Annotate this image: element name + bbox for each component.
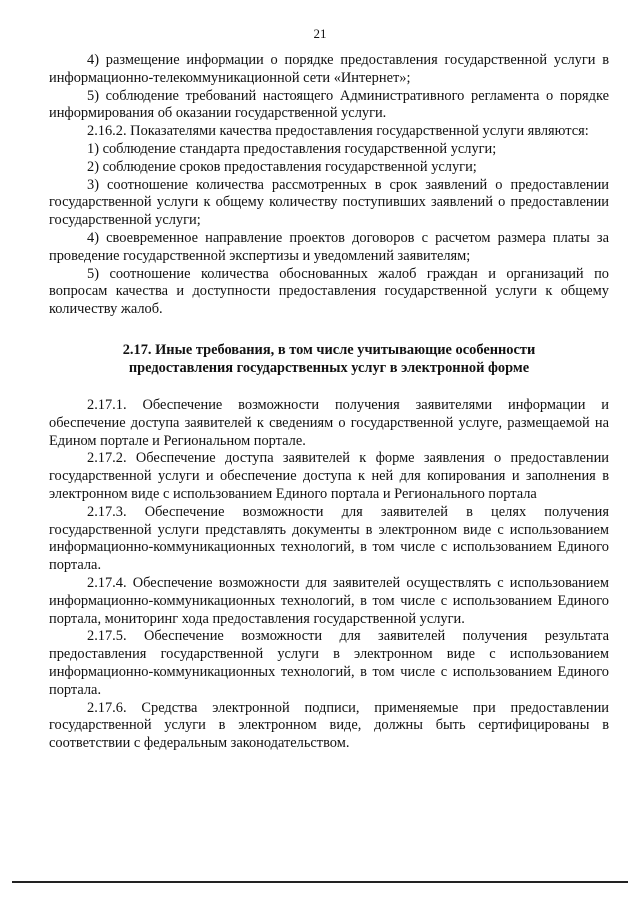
document-body <box>49 52 609 753</box>
page-bottom-rule <box>12 881 628 883</box>
section-heading-line-1: 2.17. Иные требования, в том числе учитывающие особенности <box>122 341 536 358</box>
paragraph-2-17-6: 2.17.6. Средства электронной подписи, применяемые при предоставлении государственной услуги в электронном виде, должны быть сертифицированы в соответствии с федеральным законодательством. <box>49 699 609 752</box>
paragraph-item-4-internet: 4) размещение информации о порядке предоставления государственной услуги в информационно-телекоммуникационной сети «Интернет»; <box>49 52 609 86</box>
paragraph-2-17-5: 2.17.5. Обеспечение возможности для заявителей получения результата предоставления государственной услуги в электронном виде с использованием информационно-коммуникационных технологий, в том числе с использованием Единого портала. <box>49 628 609 698</box>
section-heading-2-17 <box>49 341 609 377</box>
paragraph-item-5-regulation: 5) соблюдение требований настоящего Административного регламента о порядке информирования об оказании государственной услуги. <box>49 87 609 122</box>
section-heading-line-2: предоставления государственных услуг в электронной форме <box>128 359 530 376</box>
quality-indicator-2: 2) соблюдение сроков предоставления государственной услуги; <box>87 158 477 175</box>
paragraph-2-17-4: 2.17.4. Обеспечение возможности для заявителей осуществлять с использованием информационно-коммуникационных технологий, в том числе с использованием Единого портала, мониторинг хода предоставления государственной услуги. <box>49 574 609 627</box>
quality-indicator-5: 5) соотношение количества обоснованных жалоб граждан и организаций по вопросам качества и доступности предоставления государственной услуги к общему количеству жалоб. <box>49 265 609 318</box>
quality-indicator-3: 3) соотношение количества рассмотренных в срок заявлений о предоставлении государственной услуги к общему количеству поступивших заявлений о предоставлении государственной услуги; <box>49 176 609 229</box>
paragraph-2-17-1: 2.17.1. Обеспечение возможности получения заявителями информации и обеспечение доступа заявителей к сведениям о государственной услуге, размещаемой на Едином портале и Региональном портале. <box>49 396 609 449</box>
quality-indicator-1: 1) соблюдение стандарта предоставления государственной услуги; <box>87 140 497 157</box>
quality-indicator-4: 4) своевременное направление проектов договоров с расчетом размера платы за проведение государственной экспертизы и уведомлений заявителям; <box>49 229 609 264</box>
paragraph-2-17-2: 2.17.2. Обеспечение доступа заявителей к форме заявления о предоставлении государственной услуги и обеспечение доступа к ней для копирования и заполнения в электронном виде с использованием Единого портала и Регионального портала <box>49 450 609 502</box>
paragraph-2-17-3: 2.17.3. Обеспечение возможности для заявителей в целях получения государственной услуги представлять документы в электронном виде с использованием информационно-коммуникационных технологий, в том числе с использованием Единого портала. <box>49 503 609 574</box>
paragraph-2-16-2: 2.16.2. Показателями качества предоставления государственной услуги являются: <box>87 123 589 140</box>
page-number: 21 <box>313 26 327 41</box>
